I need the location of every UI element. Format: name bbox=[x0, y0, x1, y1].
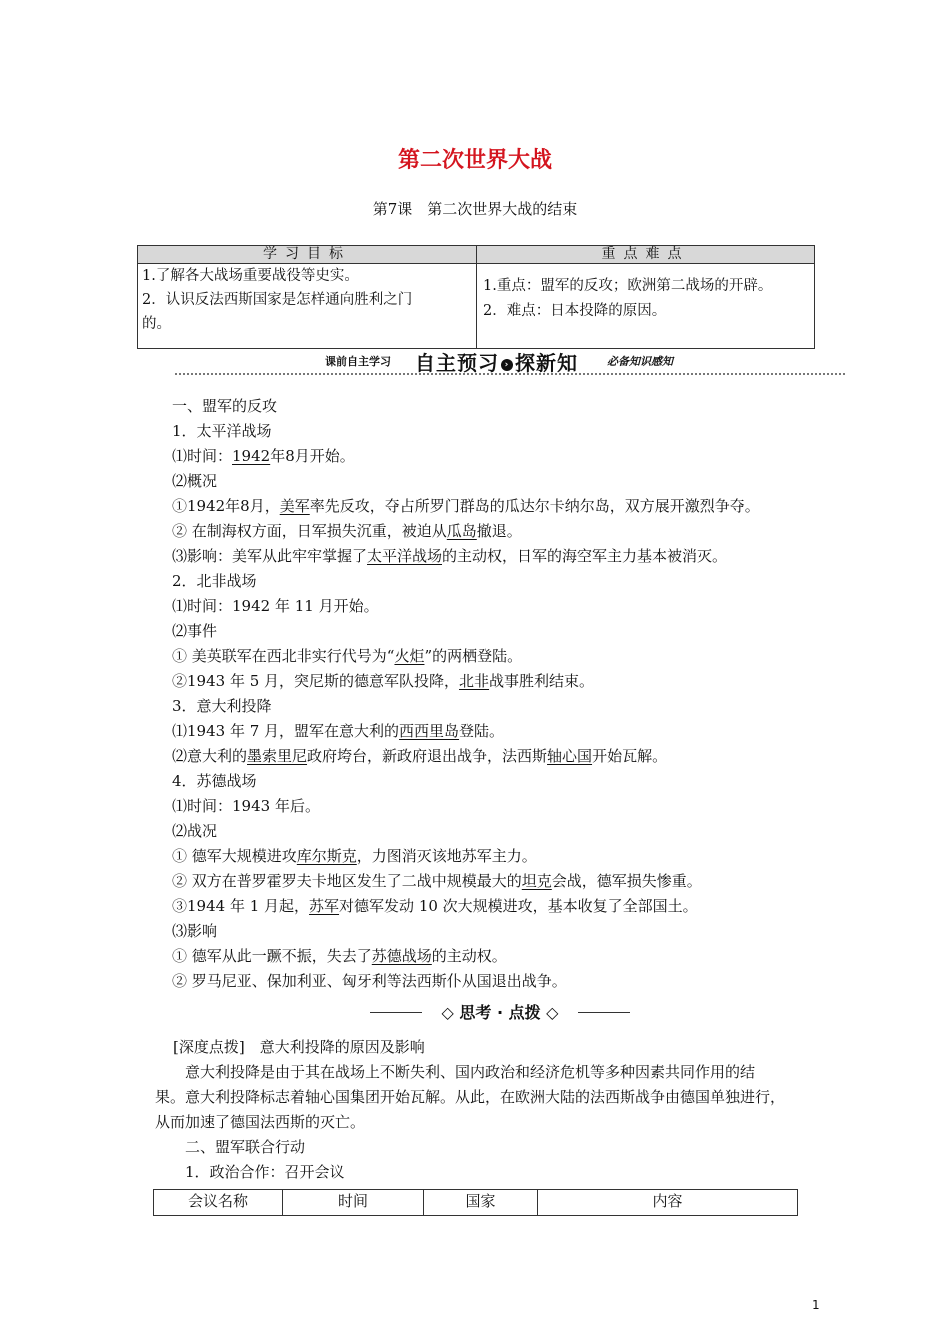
page-title: 第二次世界大战 bbox=[397, 148, 552, 173]
meeting-time-header: 时间 bbox=[283, 1190, 424, 1216]
page-number: 1 bbox=[812, 1298, 820, 1312]
meeting-name-header: 会议名称 bbox=[154, 1190, 283, 1216]
deep-analysis: [深度点拨] 意大利投降的原因及影响 意大利投降是由于其在战场上不断失利、国内政治和经济危机等多种因素共同作用的结 果。意大利投降标志着轴心国集团开始瓦解。从此，在欧洲大陆的法西斯战争由德国单独进行， 从而加速了德国法西斯的灭亡。 二、盟军联合行动 1．政治合作：召开会议 bbox=[155, 1038, 786, 1181]
meeting-content-header: 内容 bbox=[538, 1190, 798, 1216]
banner-divider bbox=[175, 373, 845, 375]
think-rule-right bbox=[578, 1012, 630, 1013]
section-allied-counteroffensive: 一、盟军的反攻 1．太平洋战场 ⑴时间：1942年8月开始。 ⑵概况 ①1942年8月，美军率先反攻，夺占所罗门群岛的瓜达尔卡纳尔岛，双方展开激烈争夺。 ② 在制海权方面，日军损失沉重，被迫从瓜岛撤退。 ⑶影响：美军从此牢牢掌握了太平洋战场的主动权，日军的海空军主力基本被消灭。 2．北非战场 ⑴时间：1942 年 11 月开始。 ⑵事件 ① 美英联军在西北非实行代号为“火炬”的两栖登陆。 ②1943 年 5 月，突尼斯的德意军队投降，北非战事胜利结束。 3．意大利投降 ⑴1943 年 7 月，盟军在意大利的西西里岛登陆。 ⑵意大利的墨索里尼政府垮台，新政府退出战争，法西斯轴心国开始瓦解。 4．苏德战场 ⑴时间：1943 年后。 ⑵战况 ① 德军大规模进攻库尔斯克，力图消灭该地苏军主力。 ② 双方在普罗霍罗夫卡地区发生了二战中规模最大的坦克会战，德军损失惨重。 ③1944 年 1 月起，苏军对德军发动 10 次大规模进攻，基本收复了全部国土。 ⑶影响 ① 德军从此一蹶不振，失去了苏德战场的主动权。 ② 罗马尼亚、保加利亚、匈牙利等法西斯仆从国退出战争。 bbox=[172, 397, 760, 990]
meeting-country-header: 国家 bbox=[424, 1190, 538, 1216]
goals-header: 学习目标 bbox=[138, 246, 477, 264]
think-rule-left bbox=[370, 1012, 422, 1013]
goals-cell: 1.了解各大战场重要战役等史实。 2．认识反法西斯国家是怎样通向胜利之门 的。 bbox=[138, 264, 477, 349]
meeting-table bbox=[153, 1189, 798, 1216]
lesson-subtitle: 第7课 第二次世界大战的结束 bbox=[372, 200, 578, 218]
banner-left-label: 课前自主学习 bbox=[325, 355, 391, 368]
think-label: ◇ 思考 · 点拨 ◇ bbox=[441, 1003, 559, 1022]
goals-table bbox=[137, 245, 815, 349]
key-points-cell: 1.重点：盟军的反攻；欧洲第二战场的开辟。 2．难点：日本投降的原因。 bbox=[477, 264, 815, 349]
arrow-icon: › bbox=[501, 359, 513, 371]
think-divider bbox=[370, 1000, 630, 1026]
banner-main-label: 自主预习 › 探新知 bbox=[415, 351, 578, 375]
key-points-header: 重点难点 bbox=[477, 246, 815, 264]
banner-right-label: 必备知识感知 bbox=[607, 355, 673, 368]
